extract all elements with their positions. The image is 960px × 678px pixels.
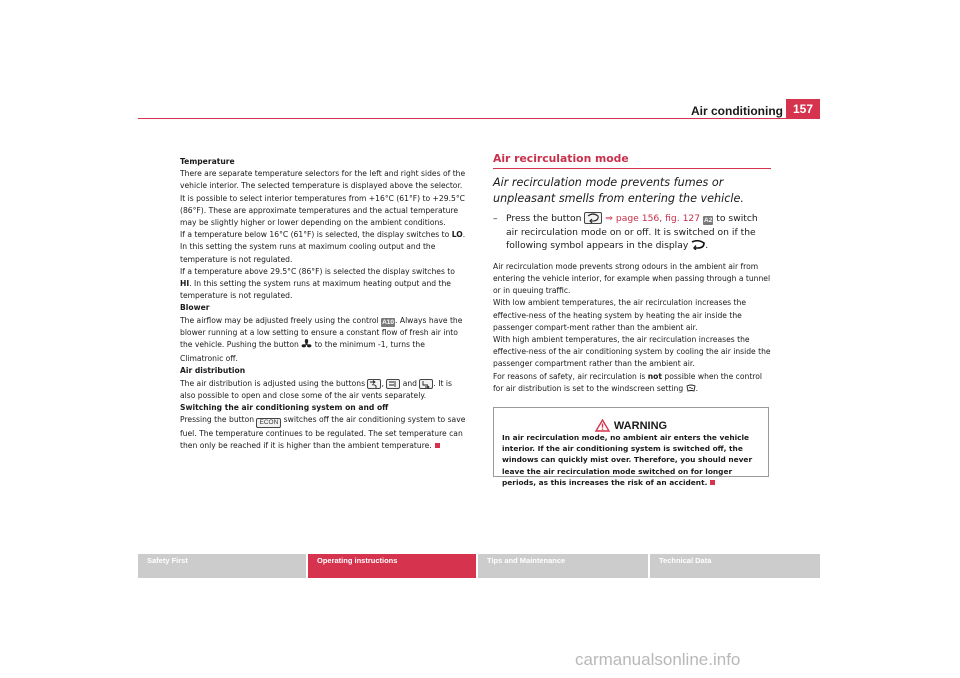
recirculation-button-icon (584, 212, 602, 224)
footer-tab-operating-instructions[interactable]: Operating instructions (308, 554, 476, 578)
callout-a10: A10 (382, 318, 395, 326)
page-cross-reference[interactable]: ⇒ page 156, fig. 127 (605, 213, 701, 224)
instruction-step: – Press the button ⇒ page 156, fig. 127 A2 to switch air recirculation mode on or off. It is switched on if the following symbol appears in the display . (493, 212, 771, 255)
recirculation-paragraph-4: For reasons of safety, air recirculation is not possible when the control for air distribution is set to the windscreen setting . (493, 371, 771, 397)
step-dash: – (493, 213, 498, 224)
upper-body-vent-icon (367, 379, 381, 389)
watermark: carmanualsonline.info (575, 650, 741, 669)
lo-display-code: LO (451, 230, 463, 240)
warning-box (493, 407, 769, 487)
econ-button-symbol: ECON (256, 418, 281, 428)
section-title: Air recirculation mode (493, 152, 629, 165)
warning-text: In air recirculation mode, no ambient air enters the vehicle interior. If the air conditioning system is switched off, the windows can quickly mist over. Therefore, you should never leave the air recirculation mode switched on for longer periods, as this increases the risk of an accident. (502, 433, 753, 487)
air-distribution-heading: Air distribution (180, 366, 246, 376)
warning-triangle-icon (595, 414, 610, 433)
temperature-heading: Temperature (180, 157, 235, 166)
warning-header (494, 414, 768, 430)
footer-tab-tips-and-maintenance[interactable]: Tips and Maintenance (487, 556, 566, 565)
recirculation-paragraph-1: Air recirculation mode prevents strong odours in the ambient air from entering the vehicle interior, for example when passing through a tunnel or in queuing traffic. (493, 261, 771, 296)
blower-heading: Blower (180, 303, 210, 313)
recirculation-paragraph-3: With high ambient temperatures, the air recirculation increases the effective-ness of the air conditioning system by cooling the air inside the passenger compartment rather than the ambient air. (493, 335, 771, 369)
footer-tab-safety-first[interactable]: Safety First (147, 556, 188, 565)
footwell-vent-icon (419, 379, 433, 389)
switching-heading: Switching the air conditioning system on and off (180, 403, 389, 413)
switching-paragraph: Pressing the button ECON switches off the air conditioning system to save fuel. The temperature continues to be regulated. The set temperature can then only be reached if it is higher than the ambient temperature. (180, 415, 466, 451)
page-number: 157 (786, 99, 820, 119)
hi-display-code: HI (180, 279, 190, 289)
mid-vent-icon (386, 379, 400, 389)
recirculation-paragraph-2: With low ambient temperatures, the air recirculation increases the effective-ness of the heating system by heating the air inside the passenger compart-ment rather than the ambient air. (493, 298, 746, 332)
left-column (180, 156, 468, 453)
end-of-section-mark (435, 443, 440, 448)
temperature-paragraph-3: If a temperature above 29.5°C (86°F) is selected the display switches to HI. In this setting the system runs at maximum heating output and the temperature is not regulated. (180, 266, 455, 301)
temperature-paragraph-1: There are separate temperature selectors for the left and right sides of the vehicle interior. The selected temperature is displayed above the selector. It is possible to select interior temperatures from +16°C (61°F) to +29.5°C (86°F). These are approximate temperatures and the actual temperature may be slightly higher or lower depending on the ambient conditions. (180, 169, 466, 228)
air-distribution-paragraph: The air distribution is adjusted using the buttons , and . It is also possible to open and close some of the air vents separately. (180, 378, 452, 400)
right-column (493, 152, 771, 397)
blower-paragraph: The airflow may be adjusted freely using the control A10. Always have the blower running at a low setting to ensure a constant flow of fresh air into the vehicle. Pushing the button to the minimum -1, turns the Climatronic off. (180, 315, 463, 364)
footer-tab-technical-data[interactable]: Technical Data (659, 556, 712, 565)
header-rule (138, 118, 820, 119)
fan-icon (301, 339, 312, 353)
windscreen-icon (686, 384, 696, 397)
warning-end-mark (710, 480, 715, 485)
footer-nav (138, 554, 820, 578)
running-header-title: Air conditioning (691, 104, 783, 118)
section-rule (493, 168, 771, 169)
recirculation-body (493, 261, 771, 397)
section-subtitle: Air recirculation mode prevents fumes or unpleasant smells from entering the vehicle. (493, 176, 744, 205)
warning-title: WARNING (613, 420, 668, 432)
temperature-paragraph-2: If a temperature below 16°C (61°F) is selected, the display switches to LO. In this setting the system runs at maximum cooling output and the temperature is not regulated. (180, 230, 466, 264)
callout-a2: A2 (704, 217, 713, 224)
recirculation-display-icon (691, 240, 705, 255)
